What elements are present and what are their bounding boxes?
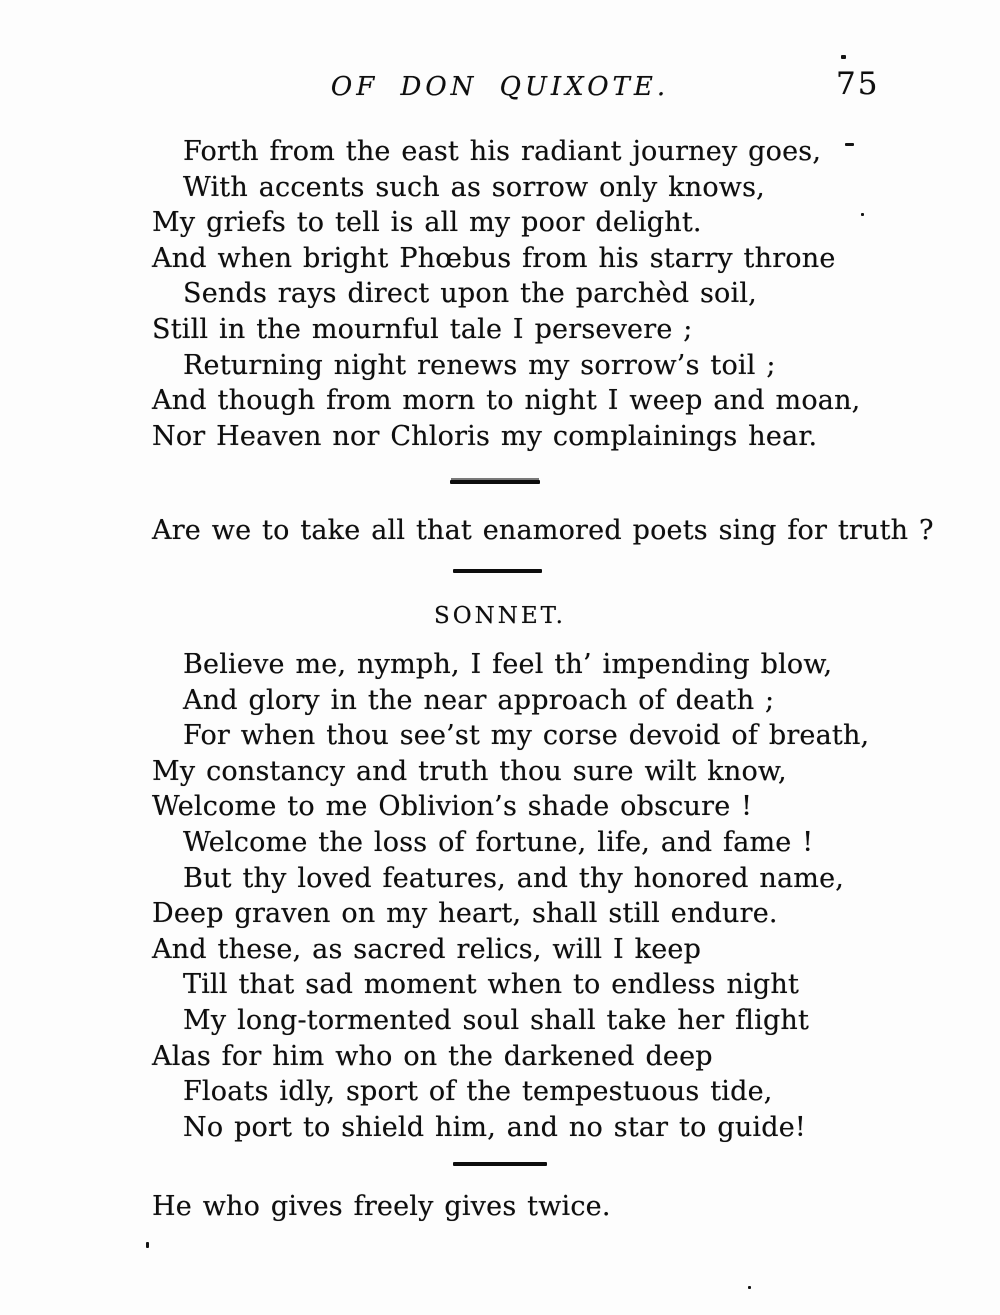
poem-line: My griefs to tell is all my poor delight.	[152, 207, 702, 239]
sonnet-line: Alas for him who on the darkened deep	[152, 1040, 713, 1072]
sonnet-line: Till that sad moment when to endless night	[183, 969, 799, 1001]
ink-speck	[748, 1286, 751, 1289]
section-divider	[453, 569, 542, 573]
poem-line: Sends rays direct upon the parchèd soil,	[183, 278, 757, 310]
sonnet-line: My long-tormented soul shall take her flight	[183, 1004, 810, 1036]
sonnet-stanza	[152, 647, 869, 1145]
running-title: OF DON QUIXOTE.	[330, 72, 670, 102]
sonnet-line: Welcome the loss of fortune, life, and fame !	[183, 826, 814, 858]
poem-line: Still in the mournful tale I persevere ;	[152, 313, 693, 345]
sonnet-line: No port to shield him, and no star to guide!	[183, 1111, 806, 1143]
poem-line: Returning night renews my sorrow’s toil ;	[183, 349, 776, 381]
ink-speck	[845, 143, 854, 146]
sonnet-line: And these, as sacred relics, will I keep	[152, 933, 702, 965]
sonnet-line: Floats idly, sport of the tempestuous tide,	[183, 1076, 773, 1108]
ink-speck	[861, 213, 864, 216]
sonnet-heading: SONNET.	[434, 603, 566, 629]
section-divider	[450, 480, 540, 484]
sonnet-line: Welcome to me Oblivion’s shade obscure !	[152, 791, 753, 823]
sonnet-line: Deep graven on my heart, shall still endure.	[152, 898, 778, 930]
poem-line: With accents such as sorrow only knows,	[183, 171, 765, 203]
ink-speck	[146, 1242, 149, 1248]
interlude-line: Are we to take all that enamored poets sing for truth ?	[152, 515, 934, 546]
poem-line: Forth from the east his radiant journey goes,	[183, 136, 822, 167]
closing-line: He who gives freely gives twice.	[152, 1191, 611, 1222]
poem-line: And though from morn to night I weep and moan,	[152, 385, 861, 417]
sonnet-line: But thy loved features, and thy honored name,	[183, 862, 845, 894]
poem-line: Nor Heaven nor Chloris my complainings hear.	[152, 420, 818, 452]
sonnet-line: My constancy and truth thou sure wilt know,	[152, 755, 787, 787]
poem-stanza	[152, 134, 860, 454]
sonnet-line: And glory in the near approach of death ;	[183, 684, 775, 716]
sonnet-line: For when thou see’st my corse devoid of breath,	[183, 720, 870, 752]
page-number: 75	[836, 66, 880, 102]
section-divider	[453, 1162, 547, 1166]
poem-line: And when bright Phœbus from his starry throne	[152, 242, 836, 274]
ink-speck	[841, 55, 846, 59]
sonnet-line: Believe me, nymph, I feel th’ impending blow,	[183, 649, 833, 680]
